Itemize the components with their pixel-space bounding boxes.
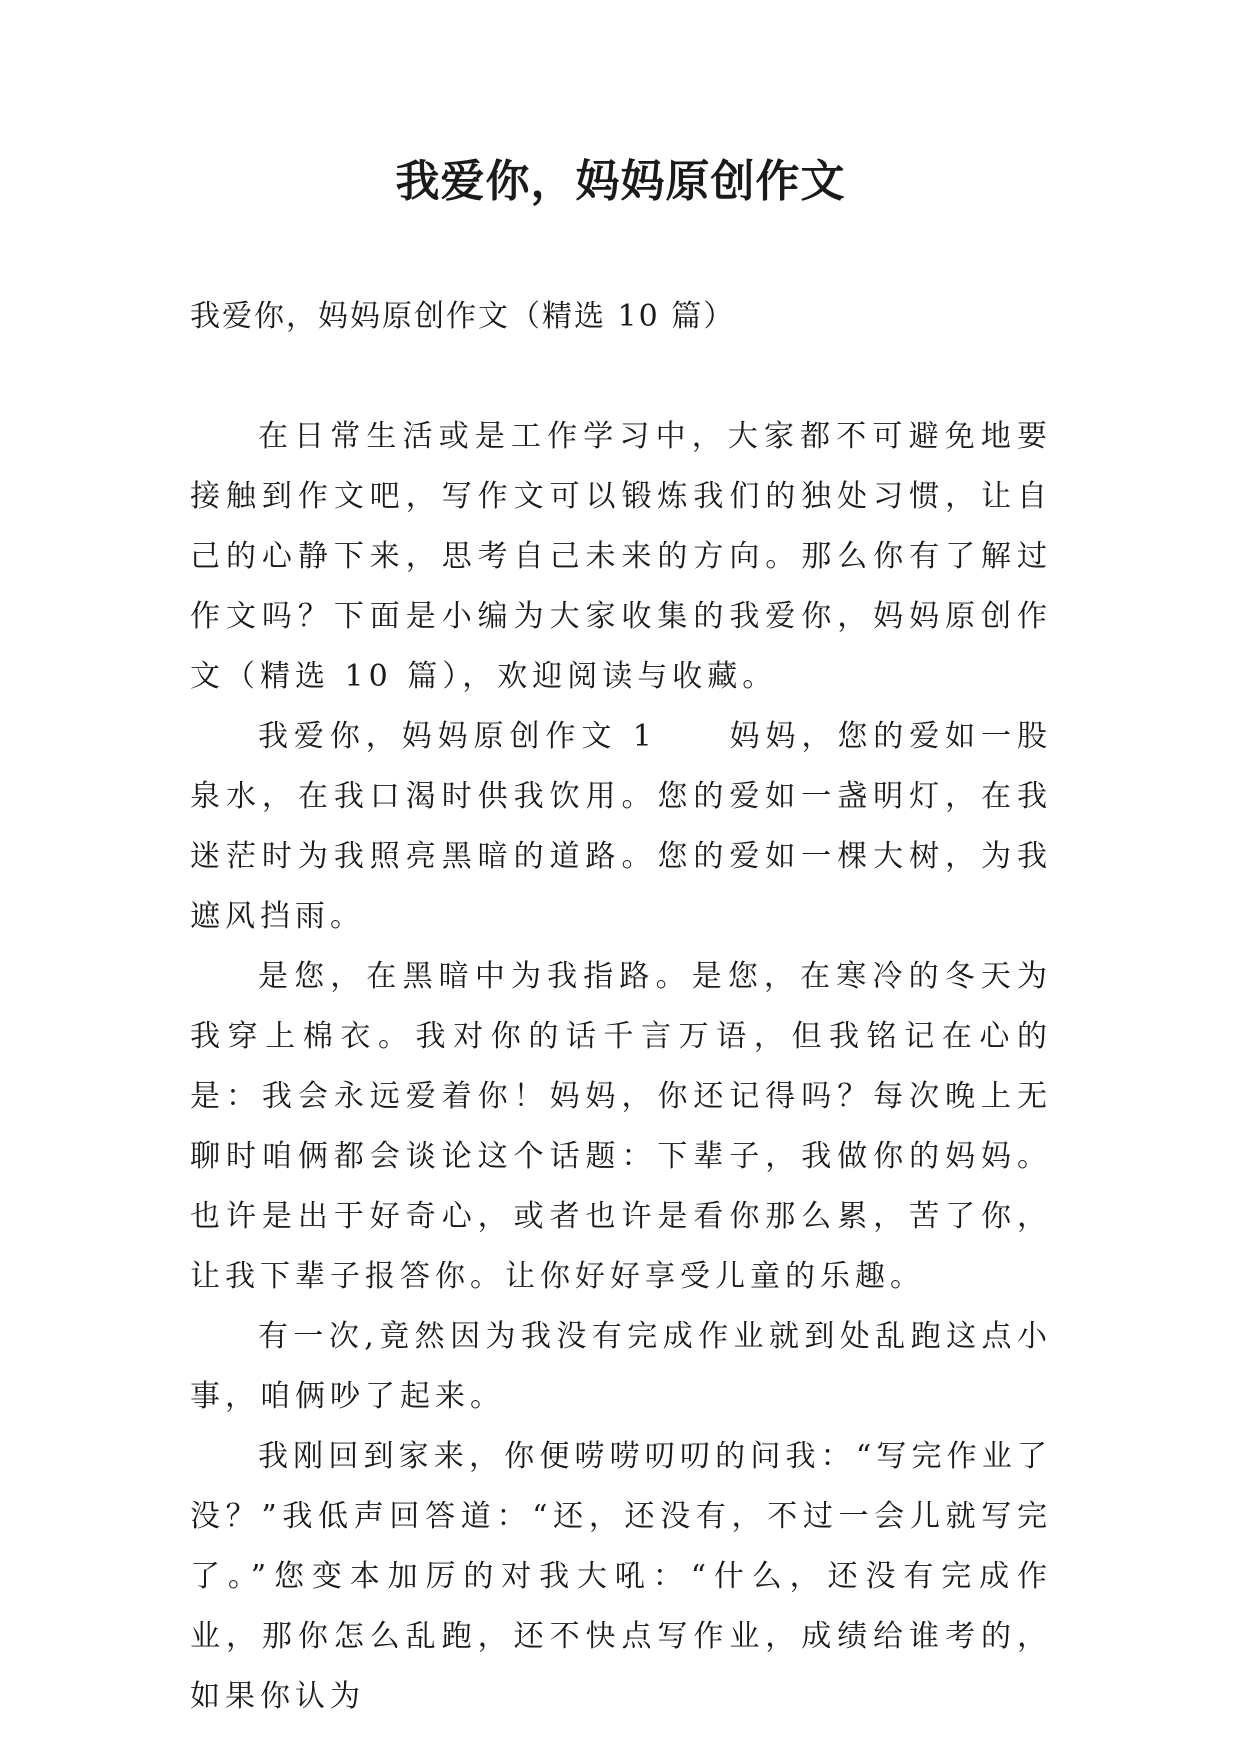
paragraph-quarrel: 有一次,竟然因为我没有完成作业就到处乱跑这点小事，咱俩吵了起来。: [190, 1319, 1052, 1414]
paragraph-guidance: 是您，在黑暗中为我指路。是您，在寒冷的冬天为我穿上棉衣。我对你的话千言万语，但我铭记在心的是：我会永远爱着你！妈妈，你还记得吗？每次晚上无聊时咱俩都会谈论这个话题：下辈子，我做你的妈妈。也许是出于好奇心，或者也许是看你那么累，苦了你，让我下辈子报答你。让你好好享受儿童的乐趣。: [190, 959, 1052, 1294]
document-title: 我爱你，妈妈原创作文: [395, 156, 846, 207]
paragraph-essay-1-opening: 我爱你，妈妈原创作文 1 妈妈，您的爱如一股泉水，在我口渴时供我饮用。您的爱如一盏明灯，在我迷茫时为我照亮黑暗的道路。您的爱如一棵大树，为我遮风挡雨。: [190, 719, 1052, 934]
document-subtitle: 我爱你，妈妈原创作文（精选 10 篇）: [190, 299, 736, 334]
paragraph-dialogue: 我刚回到家来，你便唠唠叨叨的问我：“写完作业了没？”我低声回答道：“还，还没有，不过一会儿就写完了。”您变本加厉的对我大吼：“什么，还没有完成作业，那你怎么乱跑，还不快点写作业，成绩给谁考的，如果你认为: [190, 1439, 1052, 1714]
paragraph-intro: 在日常生活或是工作学习中，大家都不可避免地要接触到作文吧，写作文可以锻炼我们的独处习惯，让自己的心静下来，思考自己未来的方向。那么你有了解过作文吗？下面是小编为大家收集的我爱你，妈妈原创作文（精选 10 篇），欢迎阅读与收藏。: [190, 419, 1052, 694]
document-body: [190, 407, 1052, 1727]
